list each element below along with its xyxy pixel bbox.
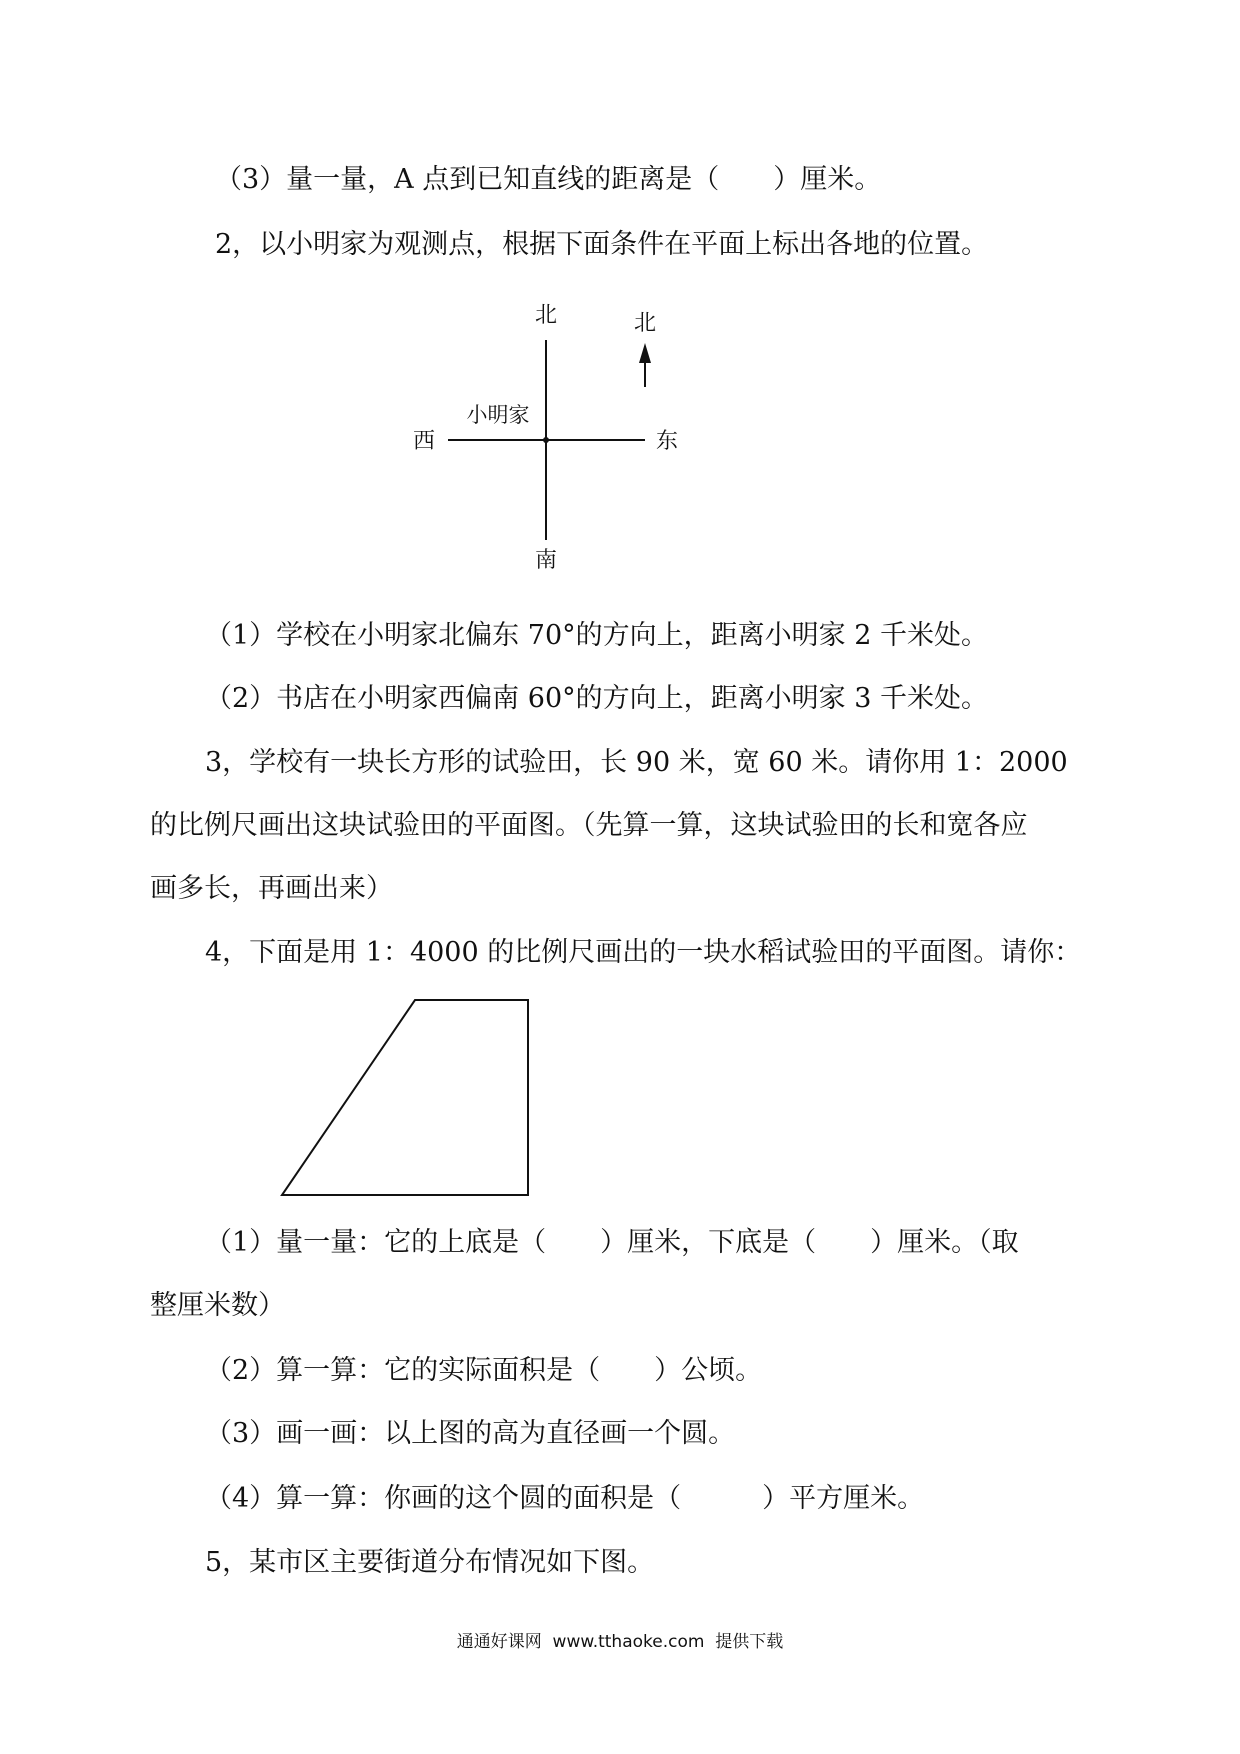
east-label: 东 — [655, 429, 679, 454]
page-footer: 通通好课网 www.tthaoke.com 提供下载 — [456, 1632, 784, 1652]
question-4-title: 4，下面是用 1：4000 的比例尺画出的一块水稻试验田的平面图。请你： — [205, 937, 1082, 968]
trapezoid-shape — [282, 1000, 528, 1195]
question-3-line-1: 3，学校有一块长方形的试验田，长 90 米，宽 60 米。请你用 1：2000 — [205, 747, 1068, 778]
question-4-3: （3）画一画：以上图的高为直径画一个圆。 — [205, 1418, 736, 1449]
question-4-1-line-1: （1）量一量：它的上底是（ ）厘米，下底是（ ）厘米。（取 — [205, 1227, 1019, 1258]
north-label: 北 — [534, 303, 558, 328]
question-1-3: （3）量一量，A 点到已知直线的距离是（ ）厘米。 — [215, 164, 882, 195]
compass-diagram — [400, 295, 720, 580]
origin-point — [543, 437, 549, 443]
question-4-1-line-2: 整厘米数） — [150, 1290, 285, 1321]
question-3-line-3: 画多长，再画出来） — [150, 873, 393, 904]
north-arrow-icon — [639, 343, 651, 363]
west-label: 西 — [412, 429, 436, 454]
question-2-1: （1）学校在小明家北偏东 70°的方向上，距离小明家 2 千米处。 — [205, 620, 988, 651]
trapezoid-field-figure — [270, 990, 540, 1210]
question-5-title: 5，某市区主要街道分布情况如下图。 — [205, 1547, 655, 1578]
question-2-title: 2，以小明家为观测点，根据下面条件在平面上标出各地的位置。 — [215, 229, 989, 260]
north-arrow-label: 北 — [633, 311, 657, 336]
question-2-2: （2）书店在小明家西偏南 60°的方向上，距离小明家 3 千米处。 — [205, 683, 988, 714]
question-3-line-2: 的比例尺画出这块试验田的平面图。（先算一算，这块试验田的长和宽各应 — [150, 810, 1028, 841]
south-label: 南 — [534, 548, 558, 573]
question-4-4: （4）算一算：你画的这个圆的面积是（ ）平方厘米。 — [205, 1483, 925, 1514]
home-label: 小明家 — [466, 403, 530, 427]
question-4-2: （2）算一算：它的实际面积是（ ）公顷。 — [205, 1355, 763, 1386]
